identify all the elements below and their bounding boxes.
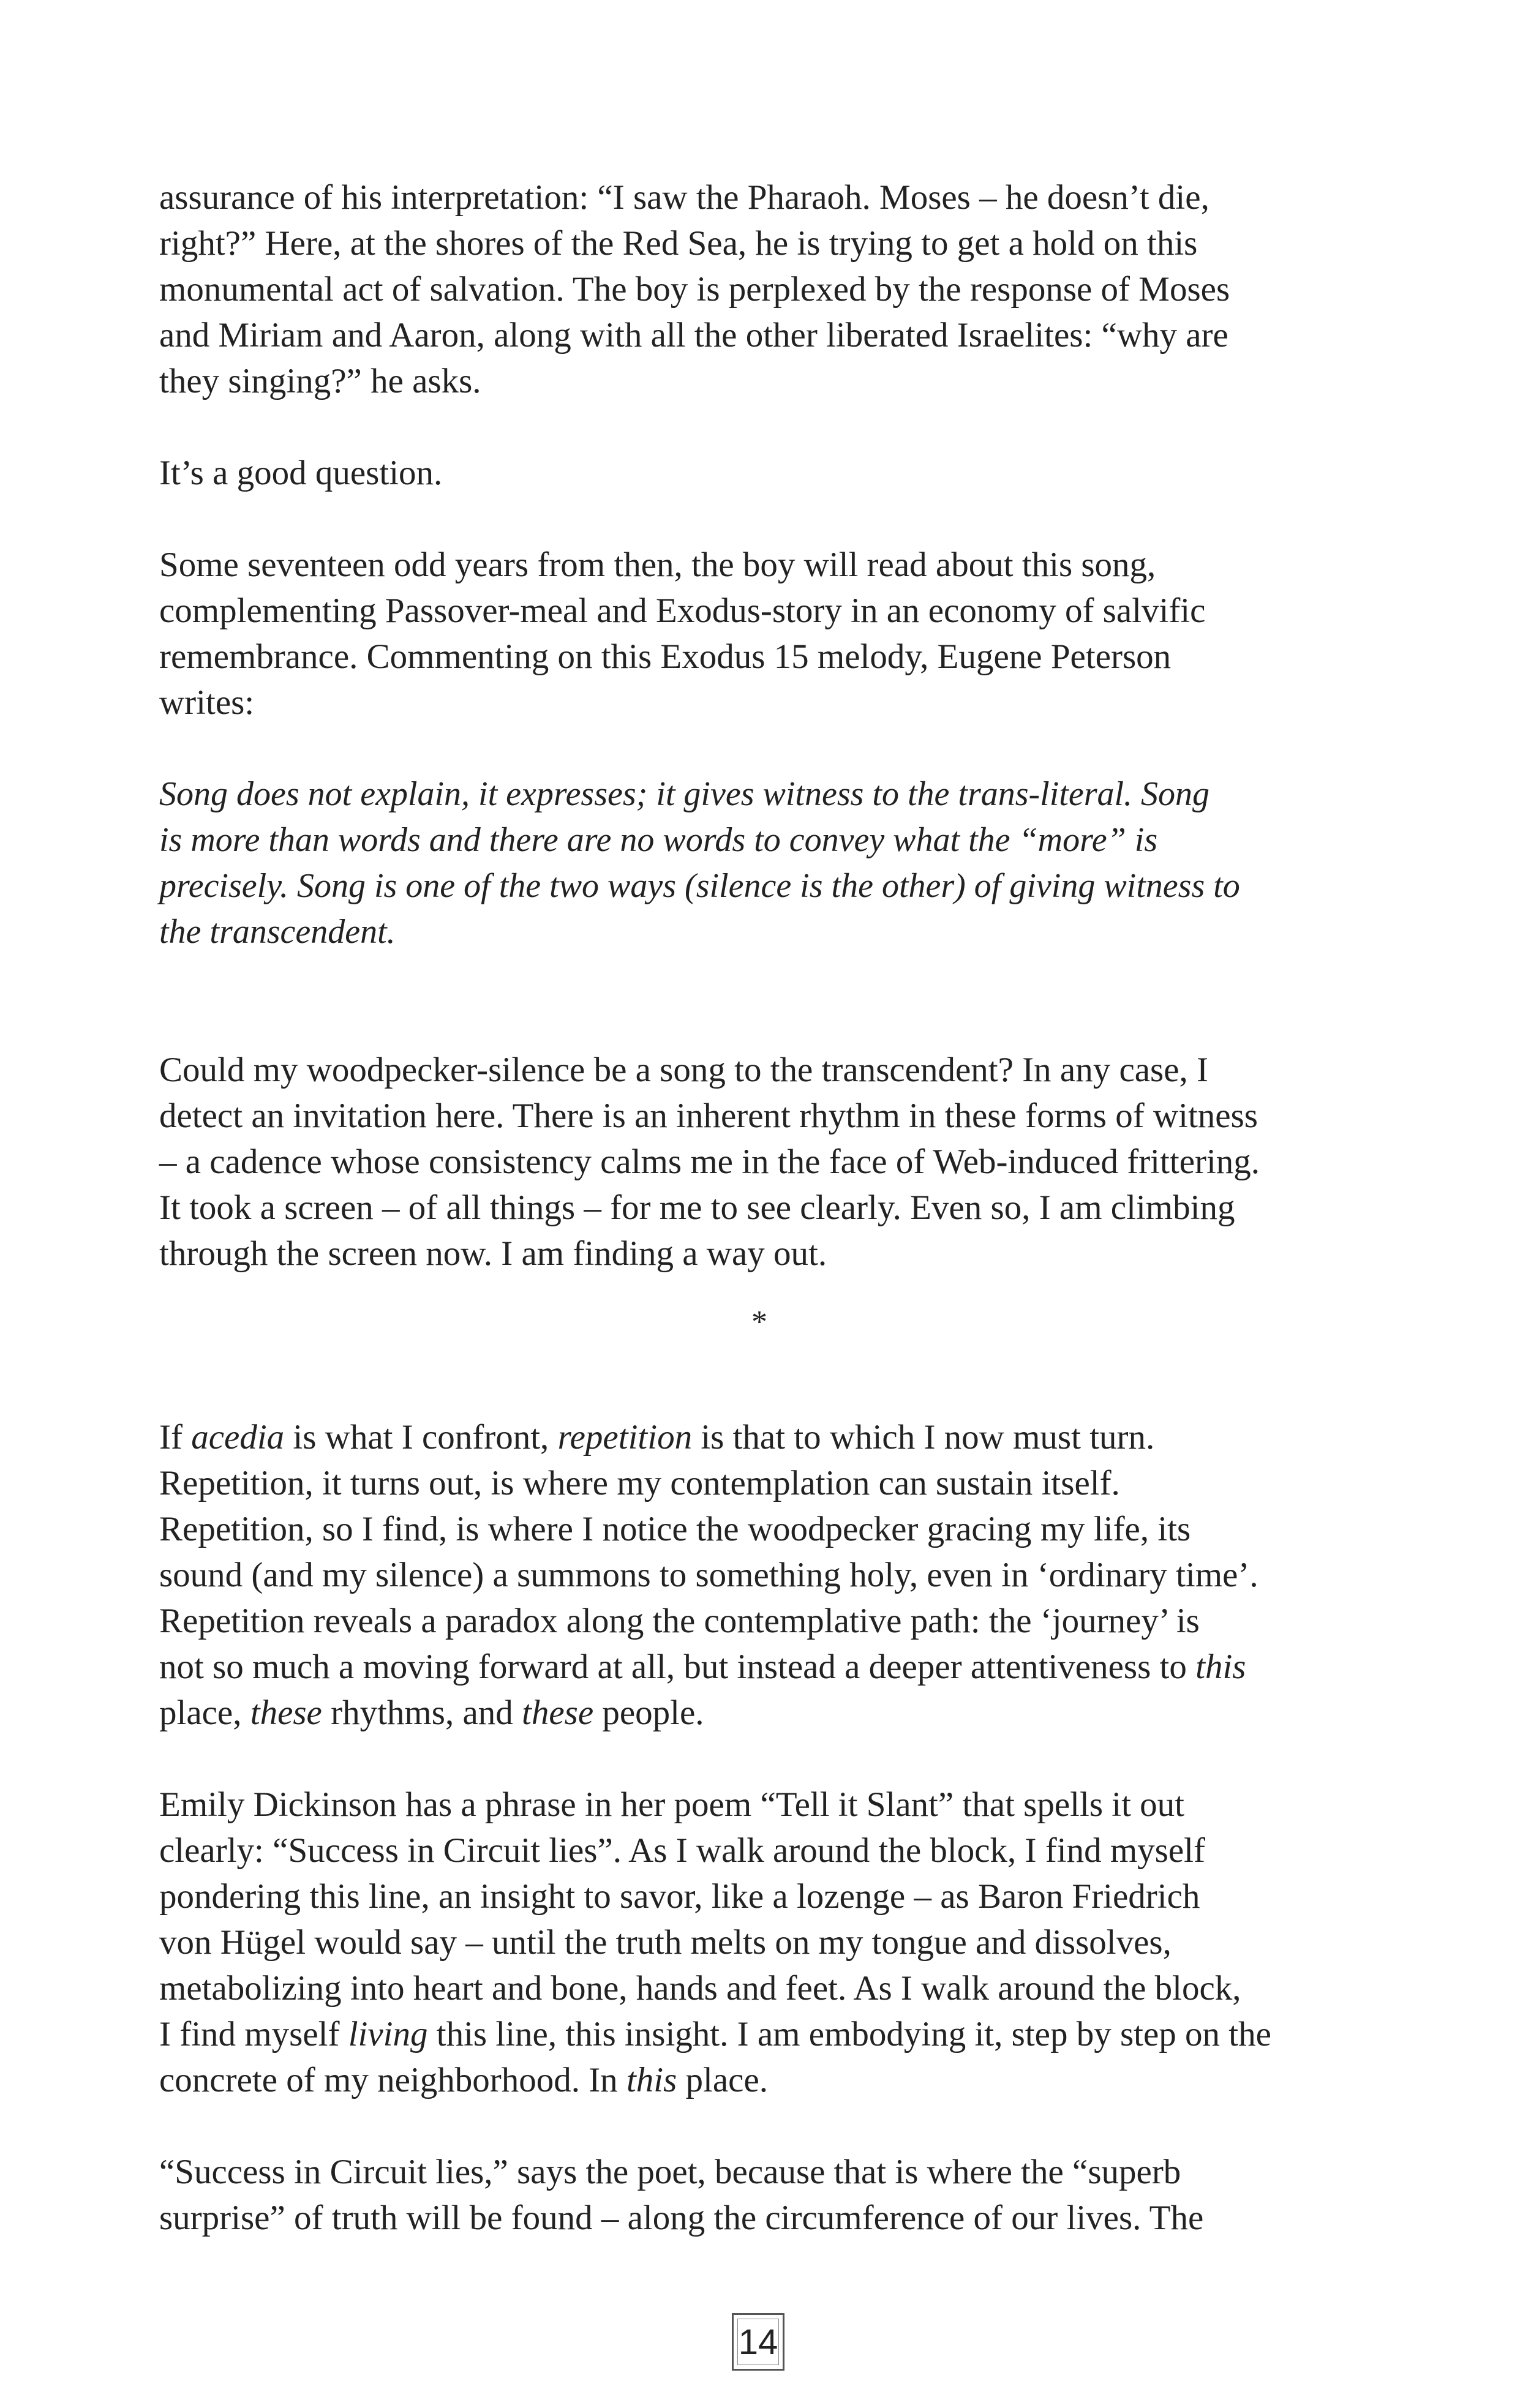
text-line: von Hügel would say – until the truth melts on my tongue and dissolves,: [159, 1923, 1172, 1962]
quote-line: Song does not explain, it expresses; it gives witness to the trans-literal. Song: [159, 775, 1210, 813]
text-line: place, these rhythms, and these people.: [159, 1693, 704, 1732]
text-line: It took a screen – of all things – for me to see clearly. Even so, I am climbing: [159, 1188, 1235, 1227]
text-line: I find myself living this line, this insight. I am embodying it, step by step on the: [159, 2015, 1271, 2054]
paragraph-4: [159, 1047, 1360, 1277]
paragraph-6: [159, 1782, 1360, 2103]
text-line: concrete of my neighborhood. In this place.: [159, 2061, 769, 2099]
text-line: Emily Dickinson has a phrase in her poem “Tell it Slant” that spells it out: [159, 1785, 1185, 1824]
emphasis: these: [522, 1693, 594, 1732]
paragraph-2: [159, 450, 1360, 496]
text-line: not so much a moving forward at all, but instead a deeper attentiveness to this: [159, 1648, 1246, 1686]
text-line: “Success in Circuit lies,” says the poet, because that is where the “superb: [159, 2153, 1181, 2191]
text-line: remembrance. Commenting on this Exodus 15 melody, Eugene Peterson: [159, 637, 1172, 676]
emphasis: repetition: [557, 1418, 693, 1457]
page-number-label: 14: [738, 2322, 778, 2362]
text-line: sound (and my silence) a summons to something holy, even in ‘ordinary time’.: [159, 1556, 1258, 1594]
text-line: It’s a good question.: [159, 454, 443, 492]
text-line: detect an invitation here. There is an inherent rhythm in these forms of witness: [159, 1097, 1258, 1135]
text-line: metabolizing into heart and bone, hands and feet. As I walk around the block,: [159, 1969, 1241, 2008]
text-line: writes:: [159, 683, 255, 722]
text-line: right?” Here, at the shores of the Red Sea, he is trying to get a hold on this: [159, 224, 1198, 263]
text-line: clearly: “Success in Circuit lies”. As I walk around the block, I find myself: [159, 1831, 1205, 1870]
text-line: Could my woodpecker-silence be a song to the transcendent? In any case, I: [159, 1051, 1209, 1089]
paragraph-3: [159, 542, 1360, 726]
page-number: [732, 2313, 784, 2371]
emphasis: this: [1195, 1648, 1246, 1686]
text-line: assurance of his interpretation: “I saw the Pharaoh. Moses – he doesn’t die,: [159, 178, 1209, 217]
block-quote: [159, 771, 1360, 955]
text-line: Some seventeen odd years from then, the boy will read about this song,: [159, 546, 1156, 584]
section-separator-asterisk: *: [751, 1305, 767, 1340]
text-line: If acedia is what I confront, repetition is that to which I now must turn.: [159, 1418, 1155, 1457]
text-line: surprise” of truth will be found – along the circumference of our lives. The: [159, 2199, 1204, 2237]
text-line: – a cadence whose consistency calms me in the face of Web-induced frittering.: [159, 1142, 1260, 1181]
section-break: [159, 1277, 1360, 1414]
paragraph-1: [159, 174, 1360, 404]
text-line: pondering this line, an insight to savor, like a lozenge – as Baron Friedrich: [159, 1877, 1200, 1916]
quote-line: is more than words and there are no words to convey what the “more” is: [159, 821, 1158, 859]
text-line: Repetition, it turns out, is where my contemplation can sustain itself.: [159, 1464, 1120, 1502]
page-body: [159, 174, 1360, 2241]
text-line: Repetition, so I find, is where I notice the woodpecker gracing my life, its: [159, 1510, 1191, 1548]
emphasis: this: [626, 2061, 677, 2099]
text-line: they singing?” he asks.: [159, 362, 481, 400]
text-line: through the screen now. I am finding a way out.: [159, 1234, 827, 1273]
paragraph-7: [159, 2149, 1360, 2241]
emphasis: these: [250, 1693, 322, 1732]
text-line: complementing Passover-meal and Exodus-story in an economy of salvific: [159, 591, 1206, 630]
text-line: Repetition reveals a paradox along the contemplative path: the ‘journey’ is: [159, 1602, 1200, 1640]
text-line: and Miriam and Aaron, along with all the other liberated Israelites: “why are: [159, 316, 1228, 354]
paragraph-5: [159, 1414, 1360, 1736]
emphasis: living: [348, 2015, 428, 2054]
text-line: monumental act of salvation. The boy is perplexed by the response of Moses: [159, 270, 1230, 309]
quote-line: the transcendent.: [159, 913, 396, 951]
quote-line: precisely. Song is one of the two ways (silence is the other) of giving witness to: [159, 867, 1240, 905]
emphasis: acedia: [191, 1418, 285, 1457]
